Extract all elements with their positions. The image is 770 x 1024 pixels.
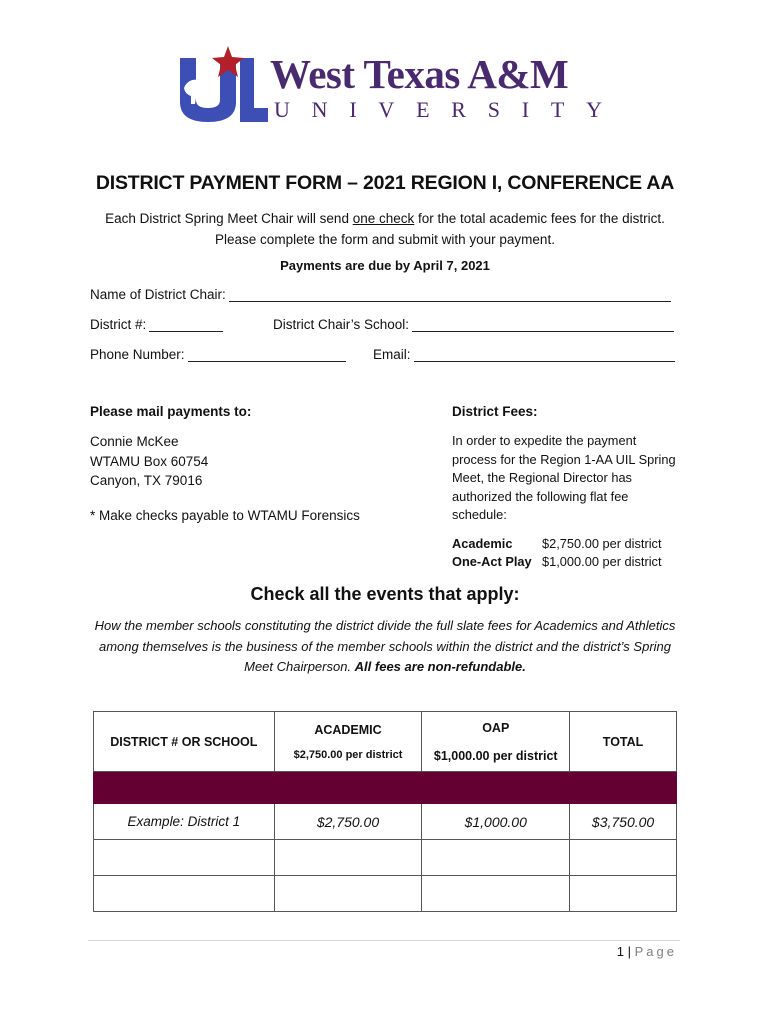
district-number-label: District #:	[90, 317, 147, 332]
header-label: TOTAL	[602, 734, 644, 749]
header-academic	[274, 712, 422, 772]
table-cell: $3,750.00	[570, 804, 677, 840]
address-line: Canyon, TX 79016	[90, 473, 203, 488]
logo-letter: I	[521, 97, 530, 122]
table-row	[94, 804, 677, 840]
logo-letter: T	[550, 97, 565, 122]
fee-label: Academic	[452, 536, 513, 551]
table-cell-input[interactable]	[422, 876, 570, 912]
header-district	[94, 712, 275, 772]
form-title: DISTRICT PAYMENT FORM – 2021 REGION I, CONFERENCE AA	[95, 172, 675, 194]
logo-letter: R	[451, 97, 466, 122]
logo-letter: N	[311, 97, 328, 122]
address-line: WTAMU Box 60754	[90, 453, 209, 469]
mailing-address	[90, 432, 208, 491]
page-footer	[617, 944, 677, 959]
intro-line1-pre: Each District Spring Meet Chair will send	[105, 211, 353, 226]
logo-letter: S	[487, 97, 500, 122]
logo-letter: Y	[586, 97, 602, 122]
fee-academic	[452, 536, 662, 551]
disclaimer-text: How the member schools constituting the district divide the full slate fees for Academics and Athletics among themselves is the business of the member schools within the district and the district’s Spring Meet Chairperson.	[94, 618, 676, 674]
events-heading: Check all the events that apply:	[250, 584, 520, 604]
footer-divider	[88, 940, 680, 941]
header-oap	[422, 712, 570, 772]
logo-letter: I	[349, 97, 357, 122]
table-cell-input[interactable]	[274, 840, 422, 876]
university-logo	[178, 48, 608, 124]
email-label: Email:	[373, 347, 411, 362]
header-label: OAP	[482, 720, 510, 735]
chair-name-blank[interactable]	[229, 288, 671, 302]
logo-letter: E	[416, 97, 430, 122]
fee-value: $1,000.00 per district	[542, 554, 662, 569]
table-band-row	[94, 772, 677, 804]
due-date-notice: Payments are due by April 7, 2021	[280, 258, 490, 273]
email-field[interactable]	[373, 347, 675, 362]
fee-disclaimer	[90, 616, 680, 678]
table-cell-input[interactable]	[94, 876, 275, 912]
email-blank[interactable]	[414, 348, 675, 362]
table-cell: $1,000.00	[422, 804, 570, 840]
fees-heading: District Fees:	[452, 404, 538, 419]
chair-school-field[interactable]	[273, 317, 674, 332]
table-header-row	[94, 712, 677, 772]
chair-school-label: District Chair’s School:	[273, 317, 410, 332]
district-number-blank[interactable]	[149, 318, 223, 332]
fee-oap	[452, 554, 662, 569]
fee-value: $2,750.00 per district	[542, 536, 662, 551]
phone-field[interactable]	[90, 347, 346, 362]
header-sub: $1,000.00 per district	[433, 748, 558, 763]
table-row[interactable]	[94, 876, 677, 912]
events-table	[93, 711, 677, 912]
header-sub: $2,750.00 per district	[293, 748, 403, 761]
table-cell-input[interactable]	[94, 840, 275, 876]
header-label: ACADEMIC	[314, 722, 382, 737]
table-cell: $2,750.00	[274, 804, 422, 840]
intro-line2: Please complete the form and submit with your payment.	[215, 232, 555, 247]
table-row[interactable]	[94, 840, 677, 876]
table-cell-input[interactable]	[570, 876, 677, 912]
fee-label: One-Act Play	[452, 554, 532, 569]
logo-letter: U	[274, 97, 290, 122]
page-word: Page	[634, 944, 677, 959]
header-label: DISTRICT # OR SCHOOL	[110, 734, 258, 749]
fees-description: In order to expedite the payment process for the Region 1-AA UIL Spring Meet, the Regional Director has authorized the following flat fee schedule:	[452, 433, 676, 522]
intro-line1-post: for the total academic fees for the district.	[414, 211, 665, 226]
star-icon	[211, 46, 245, 78]
intro-emphasis: one check	[352, 211, 415, 226]
chair-school-blank[interactable]	[412, 318, 674, 332]
table-cell-input[interactable]	[422, 840, 570, 876]
logo-wordmark: West Texas A&M	[270, 51, 569, 97]
band-cell	[94, 772, 677, 804]
intro-text	[0, 208, 770, 250]
payable-note: * Make checks payable to WTAMU Forensics	[90, 508, 360, 523]
non-refundable-note: All fees are non-refundable.	[354, 659, 526, 674]
phone-label: Phone Number:	[90, 347, 185, 362]
logo-university-text	[274, 98, 602, 122]
header-total	[570, 712, 677, 772]
page-separator: |	[627, 944, 631, 959]
chair-name-field[interactable]	[90, 287, 671, 302]
mail-heading: Please mail payments to:	[90, 404, 252, 419]
phone-blank[interactable]	[188, 348, 346, 362]
logo-letter: V	[378, 97, 395, 122]
district-number-field[interactable]	[90, 317, 223, 332]
table-cell-input[interactable]	[570, 840, 677, 876]
table-cell-input[interactable]	[274, 876, 422, 912]
chair-name-label: Name of District Chair:	[90, 287, 226, 302]
address-line: Connie McKee	[90, 434, 179, 449]
page-number: 1	[616, 944, 624, 959]
table-cell: Example: District 1	[94, 804, 275, 840]
